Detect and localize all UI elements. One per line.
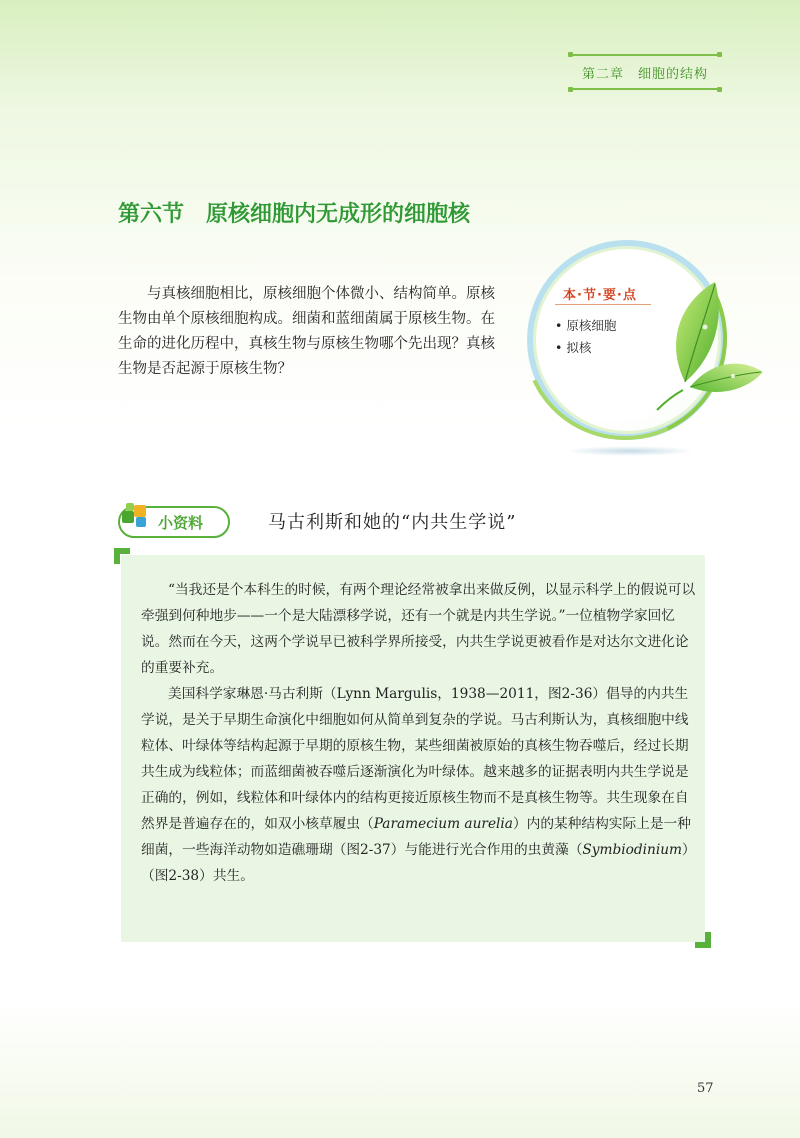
section-title: 第六节 原核细胞内无成形的细胞核: [118, 202, 471, 227]
info-badge-label: 小资料: [158, 514, 204, 532]
puzzle-icon: [120, 499, 156, 533]
info-paragraph-2: [141, 681, 701, 889]
species-name: Paramecium aurelia: [373, 816, 513, 832]
key-points-title: 本·节·要·点: [563, 288, 637, 303]
leaf-icon: [655, 272, 765, 412]
key-points-shadow: [565, 446, 695, 456]
info-text: 美国科学家琳恩·马古利斯（Lynn Margulis，1938—2011，图2-36）倡导的内共生学说，是关于早期生命演化中细胞如何从简单到复杂的学说。马古利斯认为，真核细胞中线粒体、叶绿体等结构起源于早期的原核生物，某些细菌被原始的真核生物吞噬后，经过长期共生成为线粒体；而蓝细菌被吞噬后逐渐演化为叶绿体。越来越多的证据表明内共生学说是正确的，例如，线粒体和叶绿体内的结构更接近原核生物而不是真核生物等。共生现象在自然界是普遍存在的，如双小核草履虫（: [141, 686, 689, 832]
box-corner-bottom-right: [695, 932, 711, 948]
page-number: 57: [697, 1081, 714, 1096]
header-rule-top: [570, 54, 720, 56]
chapter-label: 第二章 细胞的结构: [581, 67, 708, 82]
header-dot: [717, 87, 722, 92]
header-dot: [717, 52, 722, 57]
info-text: ）（图2-38）共生。: [141, 842, 696, 884]
chapter-header: [570, 54, 720, 90]
info-box: [121, 555, 705, 942]
key-point-item: • 拟核: [555, 340, 592, 355]
intro-paragraph: 与真核细胞相比，原核细胞个体微小、结构简单。原核生物由单个原核细胞构成。细菌和蓝细菌属于原核生物。在生命的进化历程中，真核生物与原核生物哪个先出现？真核生物是否起源于原核生物？: [118, 286, 495, 377]
key-points-panel: [515, 232, 765, 452]
species-name: Symbiodinium: [582, 842, 682, 858]
info-heading: [118, 503, 718, 539]
info-paragraph-1: “当我还是个本科生的时候，有两个理论经常被拿出来做反例，以显示科学上的假说可以牵强到何种地步——一个是大陆漂移学说，还有一个就是内共生学说。”一位植物学家回忆说。然而在今天，这两个学说早已被科学界所接受，内共生学说更被看作是对达尔文进化论的重要补充。: [141, 582, 696, 676]
key-points-rule: [555, 304, 651, 305]
key-point-item: • 原核细胞: [555, 318, 617, 333]
header-dot: [568, 52, 573, 57]
header-rule-bottom: [570, 88, 720, 90]
header-dot: [568, 87, 573, 92]
info-title: 马古利斯和她的“内共生学说”: [268, 512, 517, 533]
info-text: ）内的某种结构实际上是一种细菌，一些海洋动物如造礁珊瑚（图2-37）与能进行光合作用的虫黄藻（: [141, 816, 691, 858]
